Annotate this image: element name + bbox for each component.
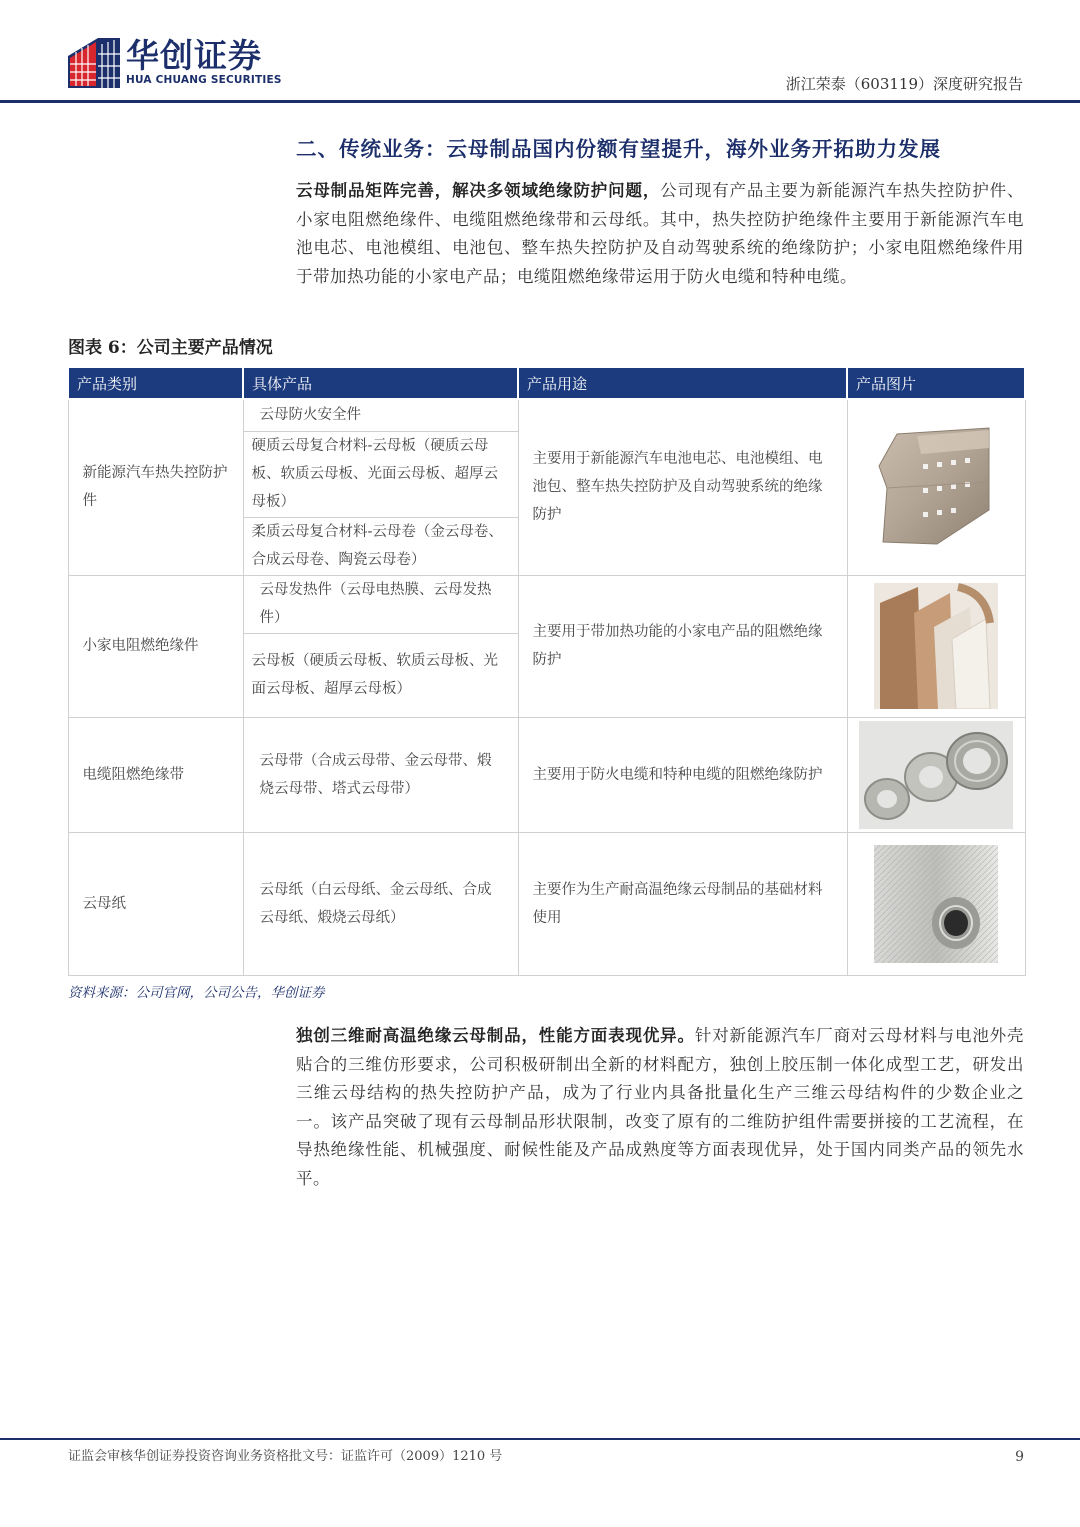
figure-source: 资料来源：公司官网，公司公告，华创证券 <box>68 985 325 1001</box>
category-cell: 云母纸 <box>68 832 243 975</box>
intro-paragraph <box>296 177 1024 291</box>
header-divider <box>0 100 1080 103</box>
report-title: 浙江荣泰（603119）深度研究报告 <box>785 75 1023 93</box>
intro-body-text: 公司现有产品主要为新能源汽车热失控防护件、小家电阻燃绝缘件、电缆阻燃绝缘带和云母纸。其中，热失控防护绝缘件主要用于新能源汽车电池电芯、电池模组、电池包、整车热失控防护及自动驾驶系统的绝缘防护；小家电阻燃绝缘件用于带加热功能的小家电产品；电缆阻燃绝缘带运用于防火电缆和特种电缆。 <box>296 181 1025 286</box>
product-image-cell <box>847 832 1025 975</box>
category-cell: 小家电阻燃绝缘件 <box>68 575 243 717</box>
intro-lead-text: 云母制品矩阵完善，解决多领域绝缘防护问题， <box>296 181 661 200</box>
usage-cell: 主要用于带加热功能的小家电产品的阻燃绝缘防护 <box>518 575 847 717</box>
category-cell: 新能源汽车热失控防护件 <box>68 399 243 575</box>
column-header-product: 具体产品 <box>243 367 518 399</box>
product-cell: 硬质云母复合材料-云母板（硬质云母板、软质云母板、光面云母板、超厚云母板） <box>243 431 518 517</box>
table-header-row <box>68 367 1025 399</box>
mica-paper-roll-icon <box>874 845 998 963</box>
detail-lead-text: 独创三维耐高温绝缘云母制品，性能方面表现优异。 <box>296 1026 695 1045</box>
column-header-usage: 产品用途 <box>518 367 847 399</box>
usage-cell: 主要作为生产耐高温绝缘云母制品的基础材料使用 <box>518 832 847 975</box>
product-cell: 云母发热件（云母电热膜、云母发热件） <box>243 575 518 633</box>
page-number: 9 <box>1015 1449 1024 1465</box>
page-header <box>0 0 1080 104</box>
table-row <box>68 575 1025 633</box>
usage-cell: 主要用于新能源汽车电池电芯、电池模组、电池包、整车热失控防护及自动驾驶系统的绝缘防护 <box>518 399 847 575</box>
column-header-image: 产品图片 <box>847 367 1025 399</box>
footer-divider <box>0 1438 1080 1440</box>
product-cell: 云母防火安全件 <box>243 399 518 431</box>
product-cell: 云母纸（白云母纸、金云母纸、合成云母纸、煅烧云母纸） <box>243 832 518 975</box>
table-row <box>68 832 1025 975</box>
mica-tape-rolls-icon <box>859 721 1013 829</box>
category-cell: 电缆阻燃绝缘带 <box>68 717 243 832</box>
table-row <box>68 399 1025 431</box>
product-cell: 云母板（硬质云母板、软质云母板、光面云母板、超厚云母板） <box>243 633 518 717</box>
product-image-cell <box>847 575 1025 717</box>
product-cell: 云母带（合成云母带、金云母带、煅烧云母带、塔式云母带） <box>243 717 518 832</box>
detail-paragraph <box>296 1022 1024 1194</box>
table-row <box>68 717 1025 832</box>
section-heading: 二、传统业务：云母制品国内份额有望提升，海外业务开拓助力发展 <box>296 137 941 161</box>
company-logo-icon <box>68 38 120 88</box>
figure-title: 图表 6：公司主要产品情况 <box>68 338 273 358</box>
logo-text-cn: 华创证券 <box>126 36 262 75</box>
mica-sheets-icon <box>874 583 998 709</box>
product-image-cell <box>847 399 1025 575</box>
usage-cell: 主要用于防火电缆和特种电缆的阻燃绝缘防护 <box>518 717 847 832</box>
product-cell: 柔质云母复合材料-云母卷（金云母卷、合成云母卷、陶瓷云母卷） <box>243 517 518 575</box>
footer-license: 证监会审核华创证券投资咨询业务资格批文号：证监许可（2009）1210 号 <box>68 1449 503 1464</box>
detail-body-text: 针对新能源汽车厂商对云母材料与电池外壳贴合的三维仿形要求，公司积极研制出全新的材料配方，独创上胶压制一体化成型工艺，研发出三维云母结构的热失控防护产品，成为了行业内具备批量化生产三维云母结构件的少数企业之一。该产品突破了现有云母制品形状限制，改变了原有的二维防护组件需要拼接的工艺流程，在导热绝缘性能、机械强度、耐候性能及产品成熟度等方面表现优异，处于国内同类产品的领先水平。 <box>296 1026 1025 1188</box>
logo-text-en: HUA CHUANG SECURITIES <box>126 74 282 86</box>
mica-plate-icon <box>877 426 995 548</box>
product-table <box>67 366 1026 976</box>
column-header-category: 产品类别 <box>68 367 243 399</box>
product-image-cell <box>847 717 1025 832</box>
